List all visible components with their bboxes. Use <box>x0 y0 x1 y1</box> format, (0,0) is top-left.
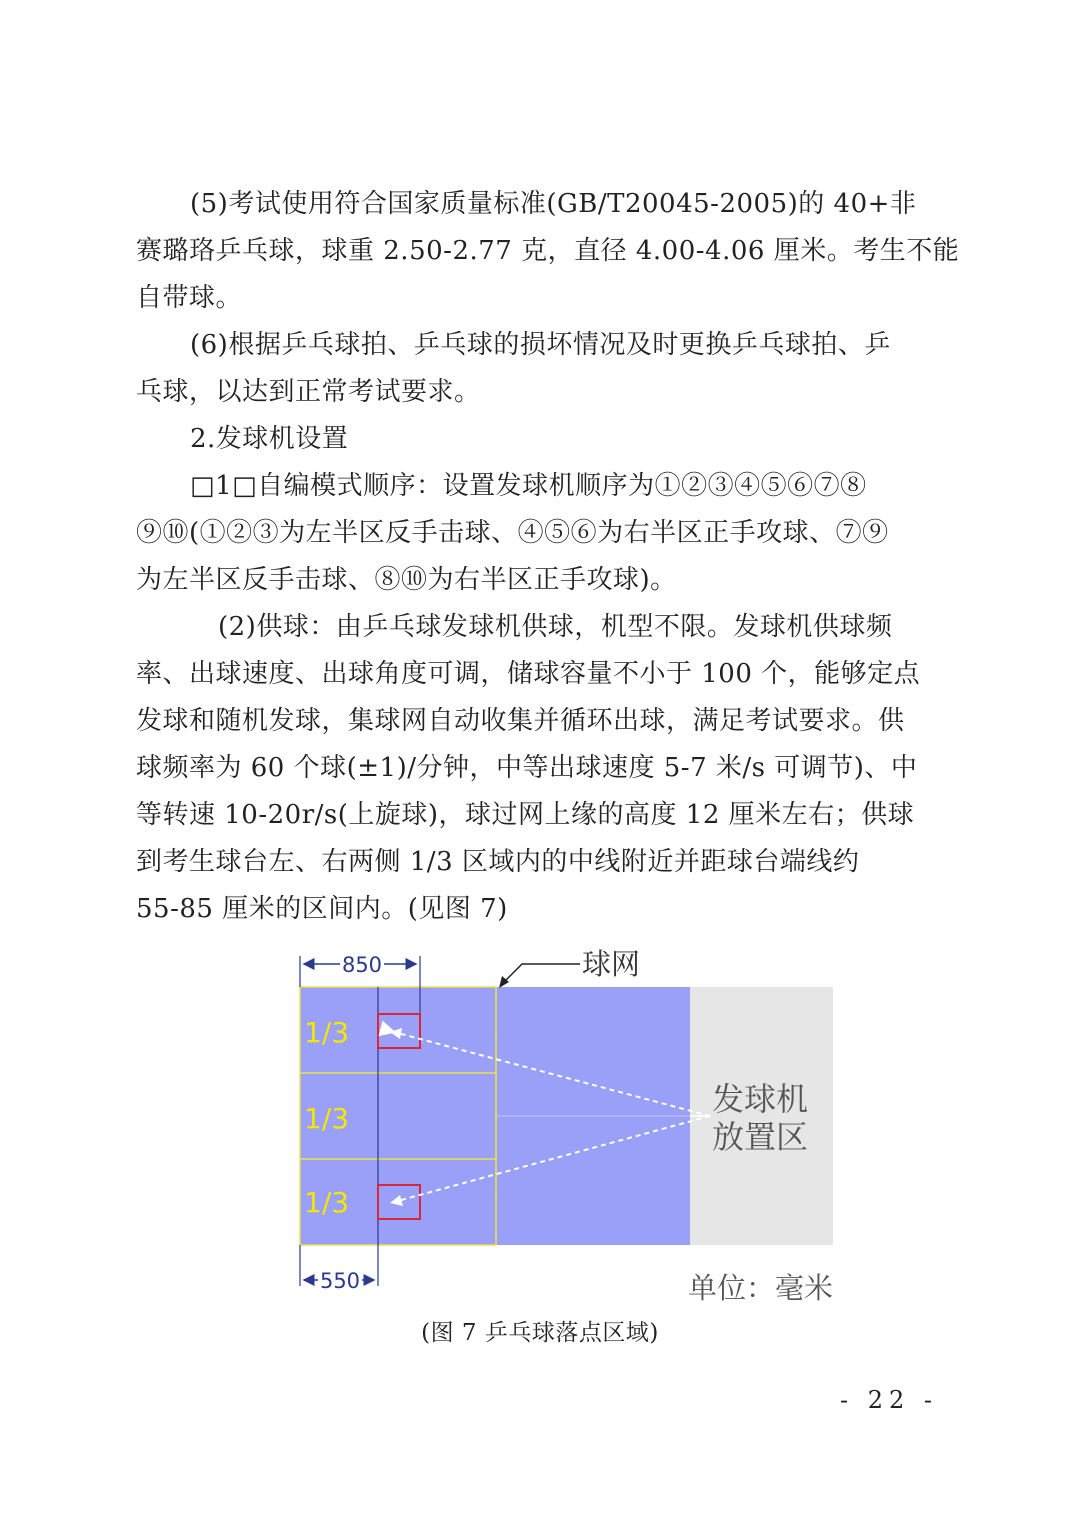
zone-label-middle: 1/3 <box>304 1102 350 1135</box>
paragraph-line: 自带球。 <box>136 283 243 313</box>
paragraph-line: 赛璐珞乒乓球，球重 2.50-2.77 克，直径 4.00-4.06 厘米。考生不能 <box>136 236 960 266</box>
paragraph-line: 55-85 厘米的区间内。(见图 7) <box>136 894 508 924</box>
section-heading: 2.发球机设置 <box>190 424 349 454</box>
unit-label: 单位：毫米 <box>687 1271 833 1305</box>
zone-label-right: 1/3 <box>304 1186 350 1219</box>
paragraph-line: 乓球，以达到正常考试要求。 <box>136 377 481 407</box>
paragraph-line: (2)供球：由乒乓球发球机供球，机型不限。发球机供球频 <box>218 612 893 642</box>
net-pointer <box>502 964 580 984</box>
figure-caption: (图 7 乒乓球落点区域) <box>421 1320 659 1346</box>
net-label: 球网 <box>582 947 641 981</box>
paragraph-line: 到考生球台左、右两侧 1/3 区域内的中线附近并距球台端线约 <box>136 847 860 877</box>
paragraph-line: 率、出球速度、出球角度可调，储球容量不小于 100 个，能够定点 <box>136 659 921 689</box>
dimension-label-top: 850 <box>341 953 383 977</box>
zone-label-left: 1/3 <box>304 1016 350 1049</box>
paragraph-line: ⑨⑩(①②③为左半区反手击球、④⑤⑥为右半区正手攻球、⑦⑨ <box>136 518 889 548</box>
paragraph-line: 等转速 10-20r/s(上旋球)，球过网上缘的高度 12 厘米左右；供球 <box>136 800 915 830</box>
page-number: - 22 - <box>840 1386 939 1414</box>
machine-zone-label-1: 发球机 <box>711 1080 809 1118</box>
dimension-label-bottom: 550 <box>319 1269 361 1293</box>
paragraph-line: (6)根据乒乓球拍、乒乓球的损坏情况及时更换乒乓球拍、乒 <box>190 330 891 360</box>
paragraph-line: □1□自编模式顺序：设置发球机顺序为①②③④⑤⑥⑦⑧ <box>190 471 867 501</box>
paragraph-line: 为左半区反手击球、⑧⑩为右半区正手攻球)。 <box>136 565 677 595</box>
paragraph-line: 球频率为 60 个球(±1)/分钟，中等出球速度 5-7 米/s 可调节)、中 <box>136 753 918 783</box>
paragraph-line: 发球和随机发球，集球网自动收集并循环出球，满足考试要求。供 <box>136 706 905 736</box>
machine-zone-label-2: 放置区 <box>711 1118 809 1156</box>
paragraph-line: (5)考试使用符合国家质量标准(GB/T20045-2005)的 40+非 <box>190 189 917 219</box>
table-landing-zone-diagram <box>290 944 850 1314</box>
